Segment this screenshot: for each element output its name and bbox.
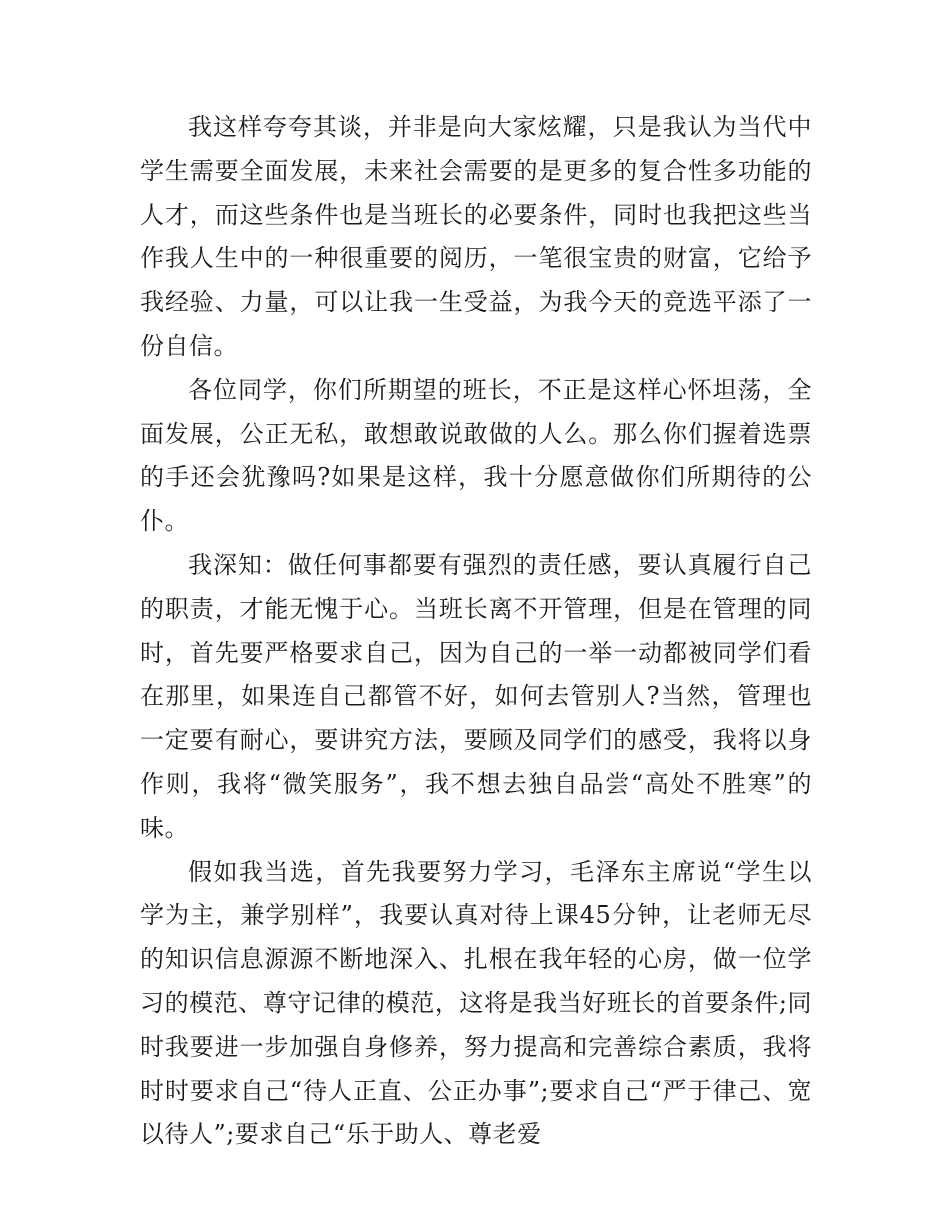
document-body	[140, 106, 812, 1157]
paragraph-1: 我这样夸夸其谈，并非是向大家炫耀，只是我认为当代中学生需要全面发展，未来社会需要的是更多的复合性多功能的人才，而这些条件也是当班长的必要条件，同时也我把这些当作我人生中的一种很重要的阅历，一笔很宝贵的财富，它给予我经验、力量，可以让我一生受益，为我今天的竞选平添了一份自信。	[140, 113, 812, 360]
paragraph-3: 我深知：做任何事都要有强烈的责任感，要认真履行自己的职责，才能无愧于心。当班长离不开管理，但是在管理的同时，首先要严格要求自己，因为自己的一举一动都被同学们看在那里，如果连自己都管不好，如何去管别人?当然，管理也一定要有耐心，要讲究方法，要顾及同学们的感受，我将以身作则，我将“微笑服务”，我不想去独自品尝“高处不胜寒”的味。	[140, 550, 812, 842]
paragraph-2: 各位同学，你们所期望的班长，不正是这样心怀坦荡，全面发展，公正无私，敢想敢说敢做的人么。那么你们握着选票的手还会犹豫吗?如果是这样，我十分愿意做你们所期待的公仆。	[140, 375, 812, 536]
paragraph-4: 假如我当选，首先我要努力学习，毛泽东主席说“学生以学为主，兼学别样”，我要认真对待上课45分钟，让老师无尽的知识信息源源不断地深入、扎根在我年轻的心房，做一位学习的模范、尊守记律的模范，这将是我当好班长的首要条件;同时我要进一步加强自身修养，努力提高和完善综合素质，我将时时要求自己“待人正直、公正办事”;要求自己“严于律己、宽以待人”;要求自己“乐于助人、尊老爱	[140, 857, 812, 1149]
